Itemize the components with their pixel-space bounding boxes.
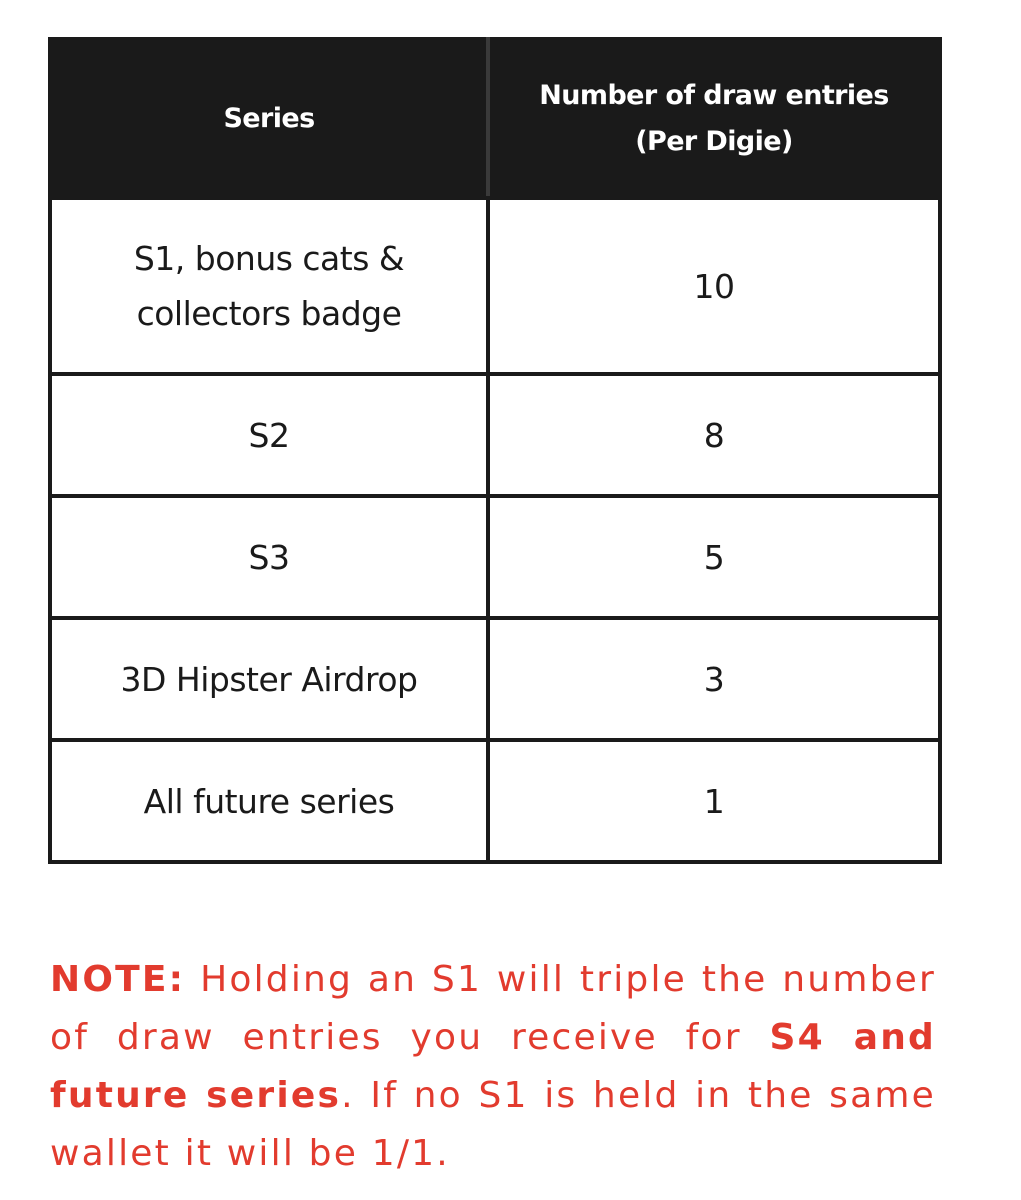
table-row [50,740,940,862]
table-body [50,198,940,862]
entries-cell: 10 [488,198,940,374]
entries-cell: 1 [488,740,940,862]
note-paragraph [50,951,936,1183]
series-cell: S3 [50,496,488,618]
series-cell: All future series [50,740,488,862]
entries-cell: 8 [488,374,940,496]
table-row [50,496,940,618]
table-row [50,374,940,496]
entries-cell: 5 [488,496,940,618]
note-emphasis: S4 and future series [50,1017,936,1116]
entries-cell: 3 [488,618,940,740]
header-entries: Number of draw entries (Per Digie) [488,39,940,198]
series-cell: 3D Hipster Airdrop [50,618,488,740]
table-header [50,39,940,198]
draw-entries-table [48,37,942,864]
note-label: NOTE: [50,959,186,1000]
note-text-2: . If no S1 is held in the same wallet it will be 1/1. [50,1075,937,1174]
header-row [50,39,940,198]
series-cell: S2 [50,374,488,496]
table-row [50,618,940,740]
header-series: Series [50,39,488,198]
series-cell: S1, bonus cats & collectors badge [50,198,488,374]
table-row [50,198,940,374]
note-text-1: Holding an S1 will triple the number of draw entries you receive for [50,959,936,1058]
